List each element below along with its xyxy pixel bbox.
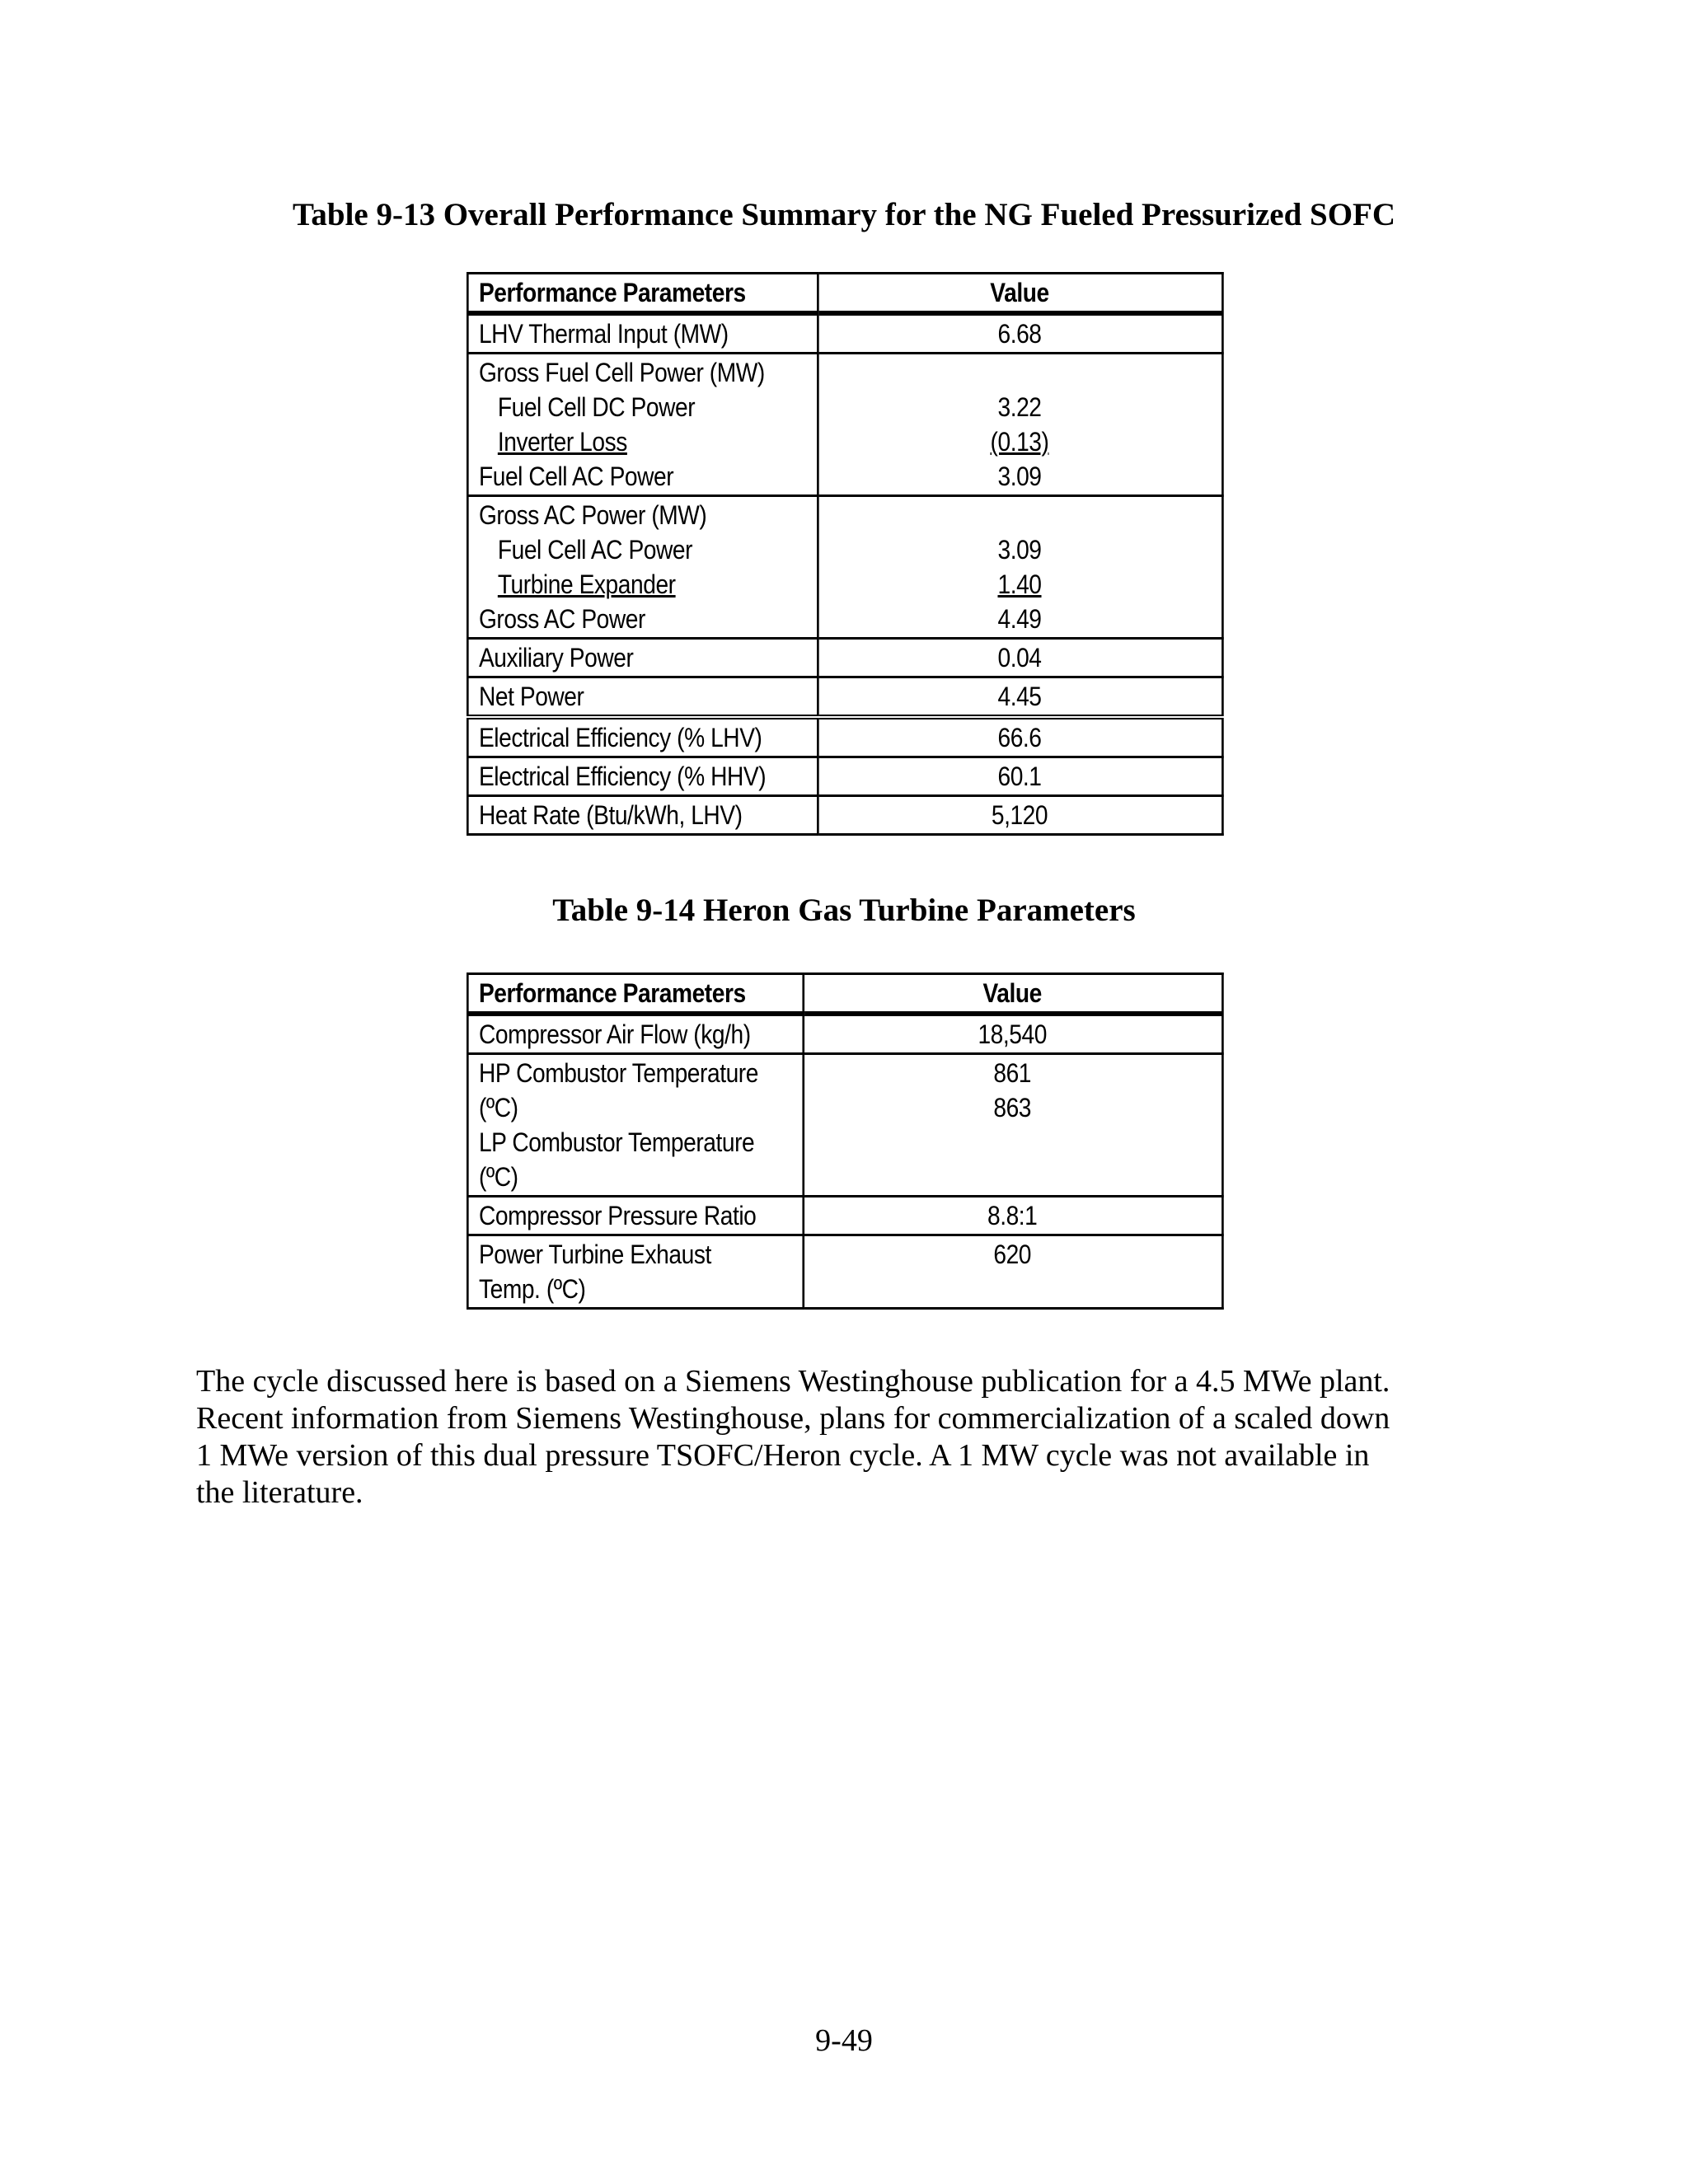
row-heat-rate-param: Heat Rate (Btu/kWh, LHV) (467, 796, 818, 835)
exhaust-label: Power Turbine Exhaust (478, 1240, 711, 1269)
row-eff-lhv-value: 66.6 (818, 717, 1222, 757)
table-header-row (467, 974, 1222, 1015)
row-lhv-param: LHV Thermal Input (MW) (467, 313, 818, 354)
row-air-flow-value: 18,540 (804, 1014, 1223, 1054)
table-9-14-caption: Table 9-14 Heron Gas Turbine Parameters (552, 893, 1136, 928)
lp-combustor-value: 863 (993, 1093, 1032, 1122)
inverter-loss-value: (0.13) (990, 427, 1049, 457)
row-heat-rate-value: 5,120 (818, 796, 1222, 835)
row-net-param: Net Power (467, 677, 818, 718)
fc-ac-power-value: 3.09 (997, 462, 1042, 491)
table-row (467, 1235, 1222, 1309)
row-gross-fc-params (467, 354, 818, 496)
header-value: Value (804, 974, 1223, 1015)
fc-dc-power-label: Fuel Cell DC Power (497, 392, 696, 422)
table-row (467, 796, 1222, 835)
header-parameters: Performance Parameters (467, 974, 803, 1015)
table-header-row (467, 274, 1222, 314)
header-parameters: Performance Parameters (467, 274, 818, 314)
fc-ac-power-value-2: 3.09 (997, 535, 1042, 565)
paragraph-line: the literature. (196, 1475, 363, 1510)
page-number: 9-49 (815, 2023, 873, 2058)
performance-summary-table (467, 272, 1224, 836)
exhaust-unit: Temp. (ºC) (478, 1274, 586, 1304)
heron-turbine-table (467, 972, 1224, 1310)
paragraph-line: Recent information from Siemens Westinghouse, plans for commercialization of a scaled down (196, 1401, 1390, 1436)
row-gross-fc-values (818, 354, 1222, 496)
hp-combustor-unit: (ºC) (478, 1093, 518, 1122)
fc-ac-power-label-2: Fuel Cell AC Power (497, 535, 693, 565)
table-row (467, 354, 1222, 496)
row-eff-hhv-value: 60.1 (818, 757, 1222, 796)
row-combustor-values (804, 1054, 1223, 1197)
body-paragraph (196, 1363, 1482, 1511)
gross-fc-heading: Gross Fuel Cell Power (MW) (478, 358, 765, 387)
fc-dc-power-value: 3.22 (997, 392, 1042, 422)
row-combustor-params (467, 1054, 803, 1197)
table-row (467, 1054, 1222, 1197)
row-exhaust-value: 620 (804, 1235, 1223, 1309)
lp-combustor-unit: (ºC) (478, 1162, 518, 1192)
row-eff-lhv-param: Electrical Efficiency (% LHV) (467, 717, 818, 757)
row-eff-hhv-param: Electrical Efficiency (% HHV) (467, 757, 818, 796)
row-gross-ac-params (467, 496, 818, 639)
header-value: Value (818, 274, 1222, 314)
row-lhv-value: 6.68 (818, 313, 1222, 354)
lp-combustor-label: LP Combustor Temperature (478, 1127, 755, 1157)
table-9-13-caption: Table 9-13 Overall Performance Summary for the NG Fueled Pressurized SOFC (292, 197, 1396, 232)
hp-combustor-value: 861 (993, 1058, 1032, 1088)
turbine-expander-label: Turbine Expander (497, 569, 676, 599)
table-row (467, 1197, 1222, 1235)
table-row (467, 639, 1222, 677)
gross-ac-power-value: 4.49 (997, 604, 1042, 634)
row-pressure-ratio-value: 8.8:1 (804, 1197, 1223, 1235)
row-air-flow-param: Compressor Air Flow (kg/h) (467, 1014, 803, 1054)
paragraph-line: The cycle discussed here is based on a Siemens Westinghouse publication for a 4.5 MWe plant. (196, 1364, 1390, 1399)
row-aux-param: Auxiliary Power (467, 639, 818, 677)
turbine-expander-value: 1.40 (997, 569, 1042, 599)
gross-ac-power-label: Gross AC Power (478, 604, 645, 634)
fc-ac-power-label: Fuel Cell AC Power (478, 462, 674, 491)
hp-combustor-label: HP Combustor Temperature (478, 1058, 758, 1088)
gross-ac-heading: Gross AC Power (MW) (478, 500, 707, 530)
row-aux-value: 0.04 (818, 639, 1222, 677)
table-row (467, 757, 1222, 796)
row-net-value: 4.45 (818, 677, 1222, 718)
paragraph-line: 1 MWe version of this dual pressure TSOFC/Heron cycle. A 1 MW cycle was not available in (196, 1438, 1370, 1473)
table-row (467, 1014, 1222, 1054)
row-exhaust-params (467, 1235, 803, 1309)
table-row (467, 717, 1222, 757)
table-row (467, 313, 1222, 354)
inverter-loss-label: Inverter Loss (497, 427, 627, 457)
row-pressure-ratio-param: Compressor Pressure Ratio (467, 1197, 803, 1235)
table-row (467, 496, 1222, 639)
row-gross-ac-values (818, 496, 1222, 639)
table-row (467, 677, 1222, 718)
